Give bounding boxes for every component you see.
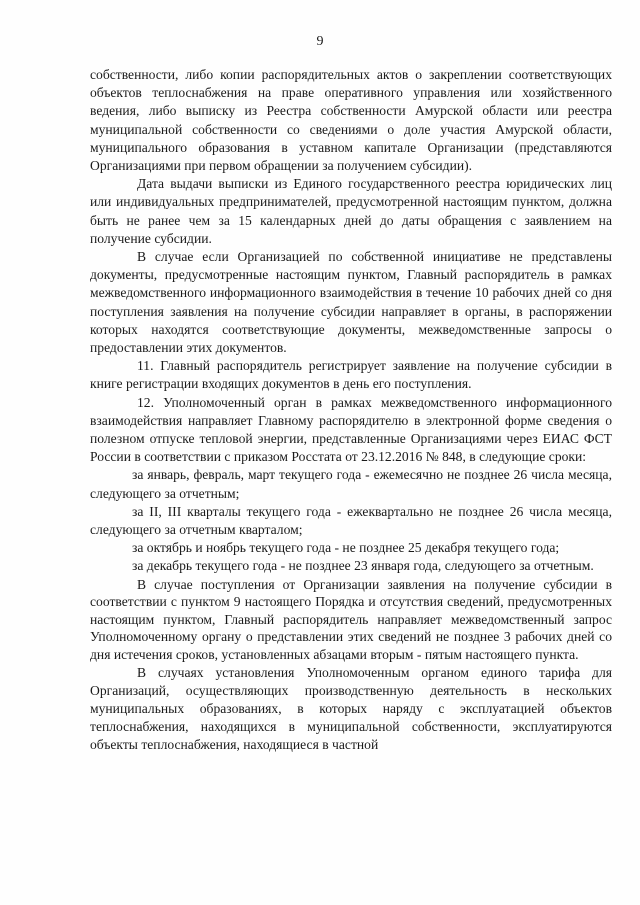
- deadline-item-quarterly: за II, III кварталы текущего года - ежеквартально не позднее 26 числа месяца, следующего за отчетным кварталом;: [90, 503, 612, 538]
- document-body: [90, 66, 612, 755]
- paragraph-missing-data-request: В случае поступления от Организации заявления на получение субсидии в соответствии с пунктом 9 настоящего Порядка и отсутствия сведений, предусмотренных настоящим пунктом, Главный распорядитель направляет межведомственный запрос Уполномоченному органу о представлении этих сведений не позднее 3 рабочих дней со дня истечения сроков, установленных абзацами вторым - пятым настоящего пункта.: [90, 576, 612, 663]
- page-number: 9: [316, 34, 324, 49]
- paragraph-extract-date: Дата выдачи выписки из Единого государственного реестра юридических лиц или индивидуальных предпринимателей, предусмотренной настоящим пунктом, должна быть не ранее чем за 15 календарных дней до даты обращения с заявлением на получение субсидии.: [90, 176, 612, 246]
- deadline-item-december: за декабрь текущего года - не позднее 23 января года, следующего за отчетным.: [132, 558, 594, 574]
- paragraph-single-tariff: В случаях установления Уполномоченным органом единого тарифа для Организаций, осуществляющих производственную деятельность в нескольких муниципальных образованиях, в которых наряду с эксплуатацией объектов теплоснабжения, находящихся в муниципальной собственности, эксплуатируются объекты теплоснабжения, находящиеся в частной: [90, 664, 612, 753]
- paragraph-item-11: 11. Главный распорядитель регистрирует заявление на получение субсидии в книге регистрации входящих документов в день его поступления.: [90, 358, 612, 392]
- paragraph-interagency-request: В случае если Организацией по собственной инициативе не представлены документы, предусмотренные настоящим пунктом, Главный распорядитель в рамках межведомственного информационного взаимодействия в течение 10 рабочих дней со дня поступления заявления на получение субсидии направляет в органы, в распоряжении которых находятся соответствующие документы, межведомственные запросы о предоставлении этих документов.: [90, 249, 612, 356]
- paragraph-ownership-documents: собственности, либо копии распорядительных актов о закреплении соответствующих объектов теплоснабжения на праве оперативного управления или хозяйственного ведения, либо выписку из Реестра собственности Амурской области или реестра муниципальной собственности со сведениями о доле участия Амурской области, муниципального образования в уставном капитале Организации (представляются Организациями при первом обращении за получением субсидии).: [90, 67, 612, 174]
- paragraph-item-12: 12. Уполномоченный орган в рамках межведомственного информационного взаимодействия направляет Главному распорядителю в электронной форме сведения о полезном отпуске тепловой энергии, представленные Организациями через ЕИАС ФСТ России в соответствии с приказом Росстата от 23.12.2016 № 848, в следующие сроки:: [90, 394, 612, 465]
- deadline-item-monthly: за январь, февраль, март текущего года - ежемесячно не позднее 26 числа месяца, следующего за отчетным;: [90, 467, 612, 501]
- deadline-item-october-november: за октябрь и ноябрь текущего года - не позднее 25 декабря текущего года;: [132, 540, 560, 556]
